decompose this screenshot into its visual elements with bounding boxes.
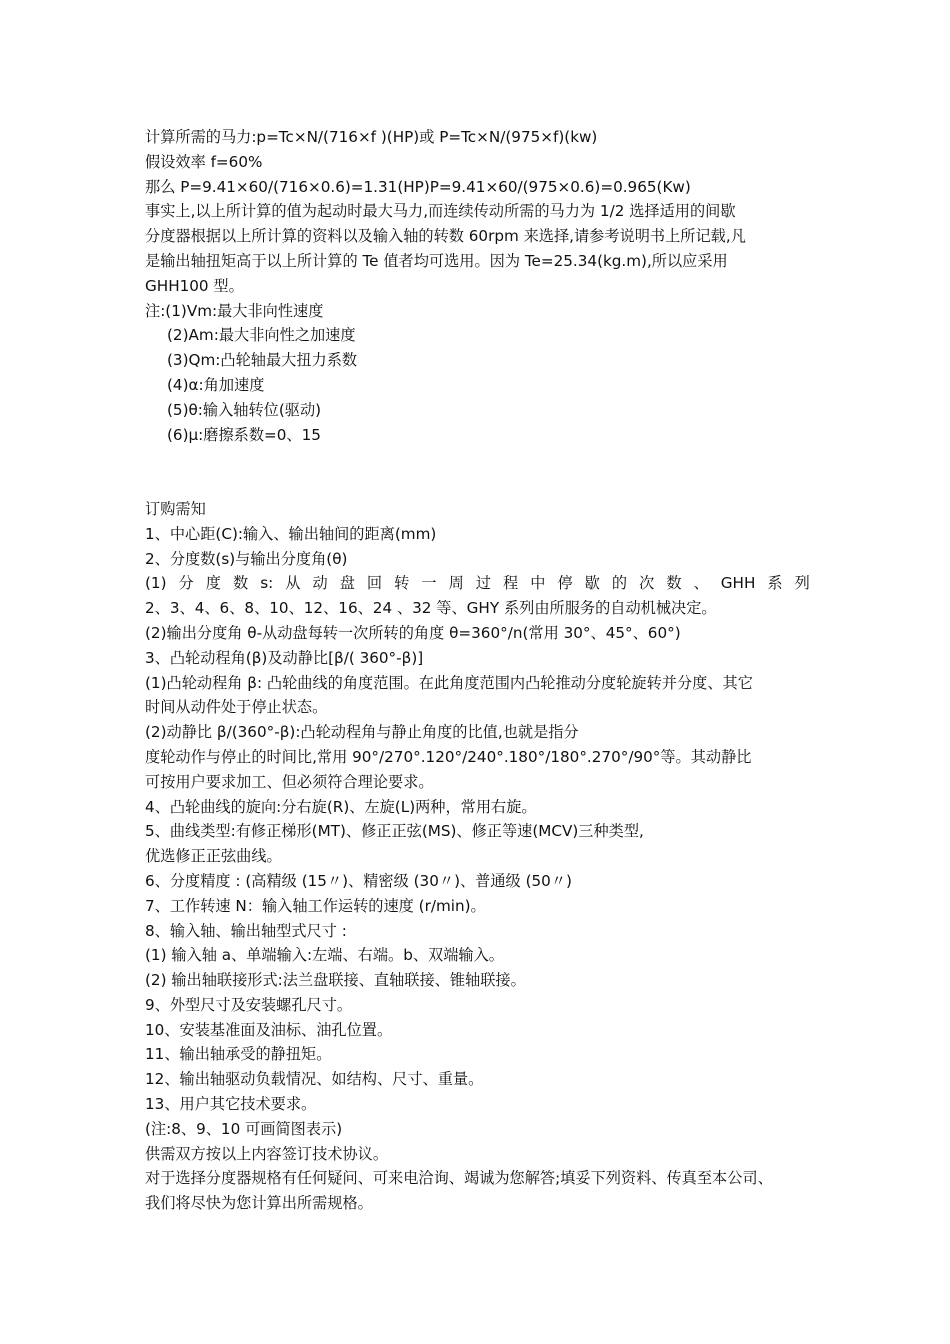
justified-fragment: (1)	[145, 574, 167, 593]
text-line: 分度器根据以上所计算的资料以及输入轴的转数 60rpm 来选择,请参考说明书上所记载,凡	[145, 227, 746, 246]
text-line: 那么 P=9.41×60/(716×0.6)=1.31(HP)P=9.41×60/(975×0.6)=0.965(Kw)	[145, 177, 691, 196]
text-line: (1) 输入轴 a、单端输入:左端、右端。b、双端输入。	[145, 946, 504, 965]
power-calculation-section	[145, 125, 810, 447]
section-title: 订购需知	[145, 499, 206, 518]
justified-fragment: 列	[794, 574, 810, 593]
text-line: 4、凸轮曲线的旋向:分右旋(R)、左旋(L)两种，常用右旋。	[145, 797, 537, 816]
justified-fragment: 盘	[339, 574, 355, 593]
justified-fragment: 数	[232, 574, 249, 593]
document-page	[145, 125, 810, 1216]
notes-title: 注:(1)Vm:最大非向性速度	[145, 301, 324, 320]
text-line: 7、工作转速 N：输入轴工作运转的速度 (r/min)。	[145, 896, 486, 915]
justified-fragment: 歇	[584, 574, 600, 593]
justified-fragment: 动	[312, 574, 328, 593]
text-line: 2、3、4、6、8、10、12、16、24 、32 等、GHY 系列由所服务的自动机械决定。	[145, 599, 717, 618]
text-line: 8、输入轴、输出轴型式尺寸 :	[145, 921, 347, 940]
justified-fragment: 的	[611, 574, 628, 593]
note-item: (6)μ:磨擦系数=0、15	[167, 425, 321, 444]
justified-fragment: 过	[475, 574, 491, 593]
note-item: (2)Am:最大非向性之加速度	[167, 326, 356, 345]
text-line: 是输出轴扭矩高于以上所计算的 Te 值者均可选用。因为 Te=25.34(kg.m),所以应采用	[145, 251, 728, 270]
text-line: (2) 输出轴联接形式:法兰盘联接、直轴联接、锥轴联接。	[145, 971, 526, 990]
text-line: 1、中心距(C):输入、输出轴间的距离(mm)	[145, 524, 437, 543]
text-line: 10、安装基准面及油标、油孔位置。	[145, 1020, 393, 1039]
text-line: GHH100 型。	[145, 276, 244, 295]
section-spacer	[145, 447, 810, 497]
ordering-notice-section	[145, 497, 810, 1216]
text-line: (2)动静比 β/(360°-β):凸轮动程角与静止角度的比值,也就是指分	[145, 723, 579, 742]
justified-fragment: 次	[639, 574, 655, 593]
text-line: 可按用户要求加工、但必须符合理论要求。	[145, 772, 434, 791]
text-line: 对于选择分度器规格有任何疑问、可来电洽询、竭诚为您解答;填妥下列资料、传真至本公司、	[145, 1169, 773, 1188]
text-line: 12、输出轴驱动负载情况、如结构、尺寸、重量。	[145, 1070, 484, 1089]
justified-fragment: 一	[421, 574, 437, 593]
text-line: 5、曲线类型:有修正梯形(MT)、修正正弦(MS)、修正等速(MCV)三种类型,	[145, 822, 644, 841]
justified-fragment: 分	[178, 574, 194, 593]
text-line: (2)输出分度角 θ-从动盘每转一次所转的角度 θ=360°/n(常用 30°、45°、60°)	[145, 623, 681, 642]
text-line: 6、分度精度 : (高精级 (15〃)、精密级 (30〃)、普通级 (50〃)	[145, 871, 572, 890]
justified-fragment: 从	[285, 574, 301, 593]
text-line: (注:8、9、10 可画简图表示)	[145, 1119, 343, 1138]
text-line: 我们将尽快为您计算出所需规格。	[145, 1194, 373, 1213]
text-line: 计算所需的马力:p=Tc×N/(716×f )(HP)或 P=Tc×N/(975×f)(kw)	[145, 128, 598, 146]
note-item: (3)Qm:凸轮轴最大扭力系数	[167, 351, 358, 370]
text-line: 9、外型尺寸及安装螺孔尺寸。	[145, 995, 353, 1014]
justified-fragment: 中	[530, 574, 546, 593]
justified-fragment: GHH	[720, 574, 756, 593]
text-line: 2、分度数(s)与输出分度角(θ)	[145, 549, 348, 568]
text-lines-group	[145, 596, 810, 1216]
justified-fragment: 转	[394, 574, 410, 593]
text-line: 11、输出轴承受的静扭矩。	[145, 1045, 332, 1064]
justified-fragment: 度	[205, 574, 221, 593]
justified-fragment: 数	[666, 574, 682, 593]
text-line: 时间从动件处于停止状态。	[145, 698, 328, 717]
justified-fragment: 系	[767, 574, 783, 593]
justified-text-line	[145, 571, 810, 596]
text-line: 假设效率 f=60%	[145, 152, 263, 171]
justified-fragment: 周	[448, 574, 464, 593]
text-line: 事实上,以上所计算的值为起动时最大马力,而连续传动所需的马力为 1/2 选择适用的间歇	[145, 202, 736, 221]
note-item: (5)θ:输入轴转位(驱动)	[167, 400, 322, 419]
note-item: (4)α:角加速度	[167, 375, 265, 394]
justified-fragment: 程	[503, 574, 519, 593]
text-line: 3、凸轮动程角(β)及动静比[β/( 360°-β)]	[145, 648, 424, 667]
text-line: 13、用户其它技术要求。	[145, 1095, 317, 1114]
justified-fragment: 停	[557, 574, 573, 593]
justified-fragment: 、	[693, 574, 709, 593]
text-line: 优选修正正弦曲线。	[145, 847, 282, 866]
justified-fragment: 回	[366, 574, 383, 593]
text-line: 供需双方按以上内容签订技术协议。	[145, 1144, 388, 1163]
justified-fragment: s:	[260, 574, 274, 593]
text-line: 度轮动作与停止的时间比,常用 90°/270°.120°/240°.180°/180°.270°/90°等。其动静比	[145, 747, 752, 766]
text-line: (1)凸轮动程角 β: 凸轮曲线的角度范围。在此角度范围内凸轮推动分度轮旋转并分度、其它	[145, 673, 753, 692]
